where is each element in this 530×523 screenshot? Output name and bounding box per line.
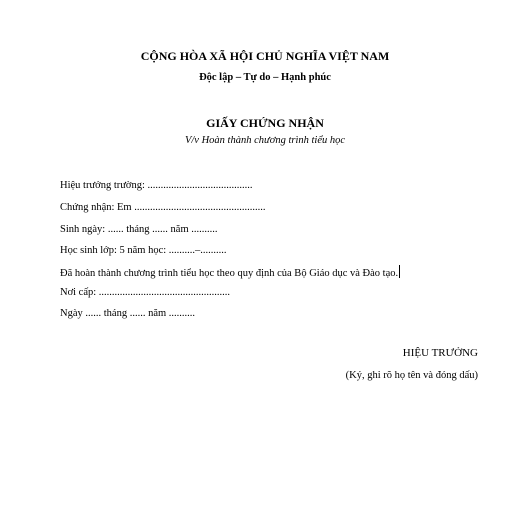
signature-title: HIỆU TRƯỞNG xyxy=(402,347,478,359)
signature-note: (Ký, ghi rõ họ tên và đóng dấu) xyxy=(345,370,478,381)
certify-student-line: Chứng nhận: Em .................................................. xyxy=(60,202,266,213)
birth-date-line: Sinh ngày: ...... tháng ...... năm .......... xyxy=(60,224,218,235)
certificate-subtitle: V/v Hoàn thành chương trình tiểu học xyxy=(184,135,346,146)
national-motto: Độc lập – Tự do – Hạnh phúc xyxy=(199,72,331,83)
issued-place-line: Nơi cấp: .................................................. xyxy=(60,287,231,298)
completion-text: Đã hoàn thành chương trình tiểu học theo quy định của Bộ Giáo dục và Đào tạo. xyxy=(60,268,399,279)
certificate-title: GIẤY CHỨNG NHẬN xyxy=(206,116,324,130)
issue-date-line: Ngày ...... tháng ...... năm .......... xyxy=(60,308,196,319)
principal-school-line: Hiệu trưởng trường: ........................................ xyxy=(60,180,253,191)
class-year-line: Học sinh lớp: 5 năm học: ..........–.......... xyxy=(60,245,227,256)
national-title: CỘNG HÒA XÃ HỘI CHỦ NGHĨA VIỆT NAM xyxy=(140,49,390,63)
completion-line xyxy=(60,265,400,279)
text-cursor xyxy=(399,265,400,278)
